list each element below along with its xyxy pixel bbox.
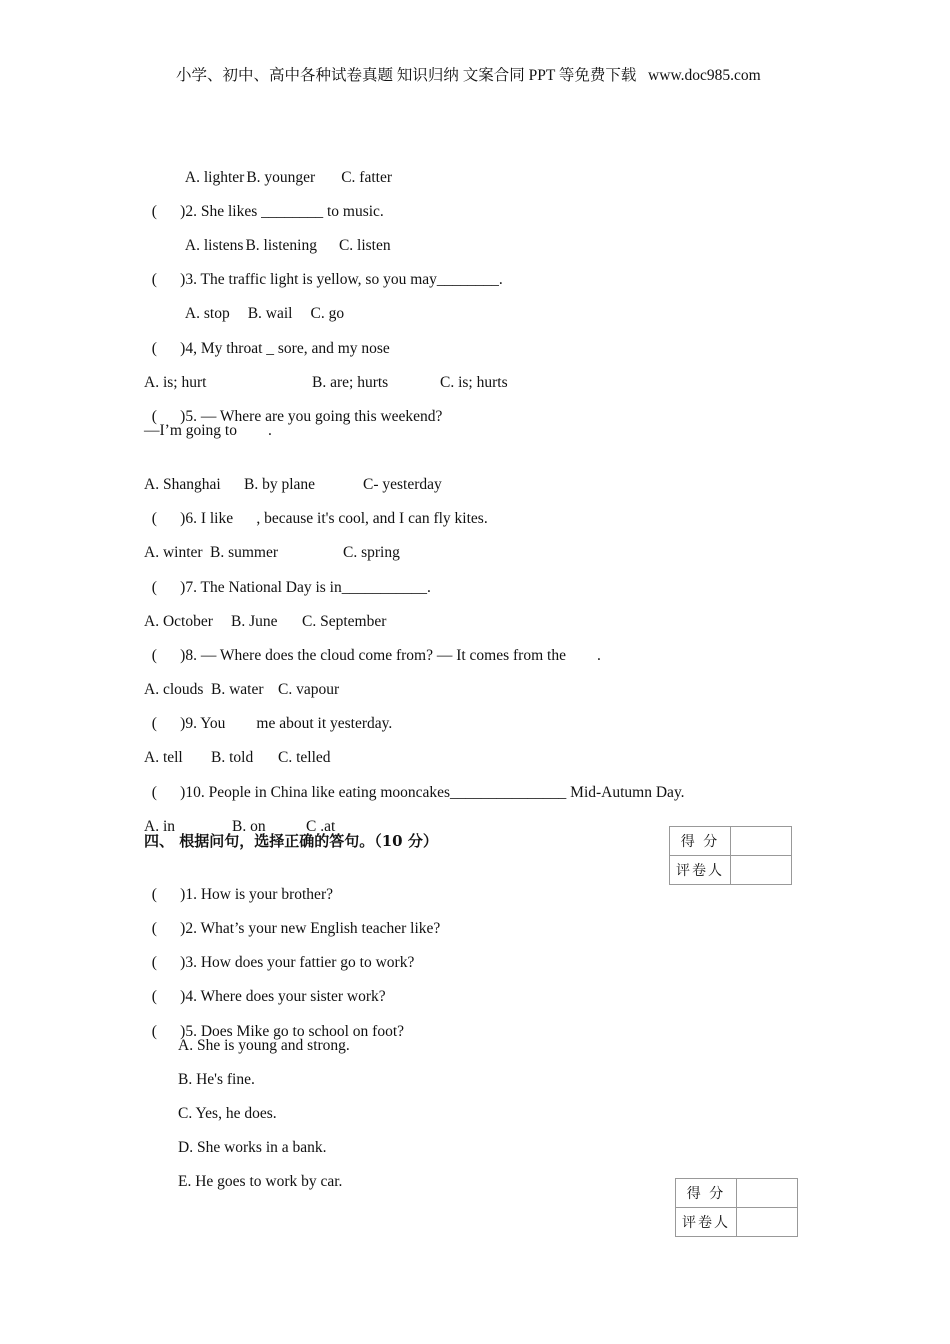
question-stem: 7. The National Day is in___________.	[185, 579, 431, 596]
section-4-title: 四、 根据问句，选择正确的答句。（10 分）	[144, 832, 438, 850]
score-label: 得 分	[676, 1179, 737, 1208]
option-a: A. Shanghai	[144, 476, 221, 493]
question-stem: 4, My throat _ sore, and my nose	[185, 340, 390, 357]
question-text: 3. How does your fattier go to work?	[185, 954, 415, 971]
answer-choice-e: E. He goes to work by car.	[178, 1173, 343, 1190]
answer-paren[interactable]: ( )	[151, 886, 186, 903]
answer-paren[interactable]: ( )	[151, 510, 186, 527]
score-value-cell[interactable]	[737, 1179, 798, 1208]
option-c: C. telled	[278, 749, 331, 766]
option-a: A. in	[144, 818, 175, 835]
question-3-options	[178, 284, 344, 324]
answer-paren[interactable]: ( )	[151, 340, 186, 357]
answer-paren[interactable]: ( )	[151, 647, 186, 664]
question-stem: 2. She likes ________ to music.	[185, 203, 384, 220]
option-c: C. is; hurts	[440, 374, 508, 391]
answer-paren[interactable]: ( )	[151, 1023, 186, 1040]
question-stem: 9. You me about it yesterday.	[185, 715, 393, 732]
answer-choice-d: D. She works in a bank.	[178, 1139, 327, 1156]
answer-paren[interactable]: ( )	[151, 784, 186, 801]
question-text: 2. What’s your new English teacher like?	[185, 920, 441, 937]
question-6-options	[144, 523, 544, 563]
option-a: A. clouds	[144, 681, 204, 698]
option-a: A. is; hurt	[144, 374, 207, 391]
grader-label: 评卷人	[676, 1208, 737, 1237]
answer-paren[interactable]: ( )	[151, 715, 186, 732]
option-c: C. September	[302, 613, 387, 630]
option-a: A. listens	[184, 237, 244, 254]
option-b: B. by plane	[244, 476, 316, 493]
question-stem: 6. I like , because it's cool, and I can fly kites.	[185, 510, 488, 527]
score-box	[669, 826, 792, 885]
answer-choice-b: B. He's fine.	[178, 1071, 255, 1088]
option-b: B. on	[232, 818, 266, 835]
score-box-2	[675, 1178, 798, 1237]
option-a: A. winter	[144, 544, 203, 561]
question-stem: 8. — Where does the cloud come from? — It comes from the .	[185, 647, 601, 664]
answer-paren[interactable]: ( )	[151, 408, 186, 425]
option-c: C. vapour	[278, 681, 340, 698]
option-c: C .at	[306, 818, 336, 835]
question-stem: 5. — Where are you going this weekend?	[185, 408, 443, 425]
section-4-question-4	[144, 967, 386, 1007]
option-b: B. summer	[210, 544, 279, 561]
answer-paren[interactable]: ( )	[151, 920, 186, 937]
q1-option-b: B. younger	[246, 169, 316, 186]
answer-paren[interactable]: ( )	[151, 271, 186, 288]
question-9-options	[144, 728, 544, 768]
question-stem: 3. The traffic light is yellow, so you may________.	[185, 271, 503, 288]
option-c: C- yesterday	[363, 476, 442, 493]
grader-label: 评卷人	[670, 856, 731, 885]
option-b: B. listening	[245, 237, 317, 254]
question-stem: 10. People in China like eating mooncakes_______________ Mid-Autumn Day.	[185, 784, 685, 801]
question-5-line2: —I’m going to .	[144, 422, 272, 439]
page-header: 小学、初中、高中各种试卷真题 知识归纳 文案合同 PPT 等免费下载 www.doc985.com	[176, 67, 761, 84]
answer-paren[interactable]: ( )	[151, 988, 186, 1005]
question-text: 5. Does Mike go to school on foot?	[185, 1023, 405, 1040]
option-a: A. stop	[184, 305, 230, 322]
option-b: B. wail	[247, 305, 293, 322]
question-text: 1. How is your brother?	[185, 886, 333, 903]
answer-choice-c: C. Yes, he does.	[178, 1105, 277, 1122]
option-b: B. are; hurts	[312, 374, 389, 391]
grader-value-cell[interactable]	[731, 856, 792, 885]
option-c: C. spring	[343, 544, 400, 561]
q1-option-a: A. lighter	[184, 169, 245, 186]
answer-paren[interactable]: ( )	[151, 203, 186, 220]
option-a: A. tell	[144, 749, 183, 766]
score-label: 得 分	[670, 827, 731, 856]
option-b: B. water	[211, 681, 264, 698]
option-c: C. listen	[338, 237, 391, 254]
question-text: 4. Where does your sister work?	[185, 988, 386, 1005]
answer-paren[interactable]: ( )	[151, 579, 186, 596]
answer-paren[interactable]: ( )	[151, 954, 186, 971]
score-value-cell[interactable]	[731, 827, 792, 856]
option-a: A. October	[144, 613, 213, 630]
answer-choice-a: A. She is young and strong.	[178, 1037, 350, 1054]
q1-option-c: C. fatter	[341, 169, 392, 186]
grader-value-cell[interactable]	[737, 1208, 798, 1237]
option-b: B. told	[211, 749, 254, 766]
option-b: B. June	[231, 613, 278, 630]
option-c: C. go	[310, 305, 345, 322]
